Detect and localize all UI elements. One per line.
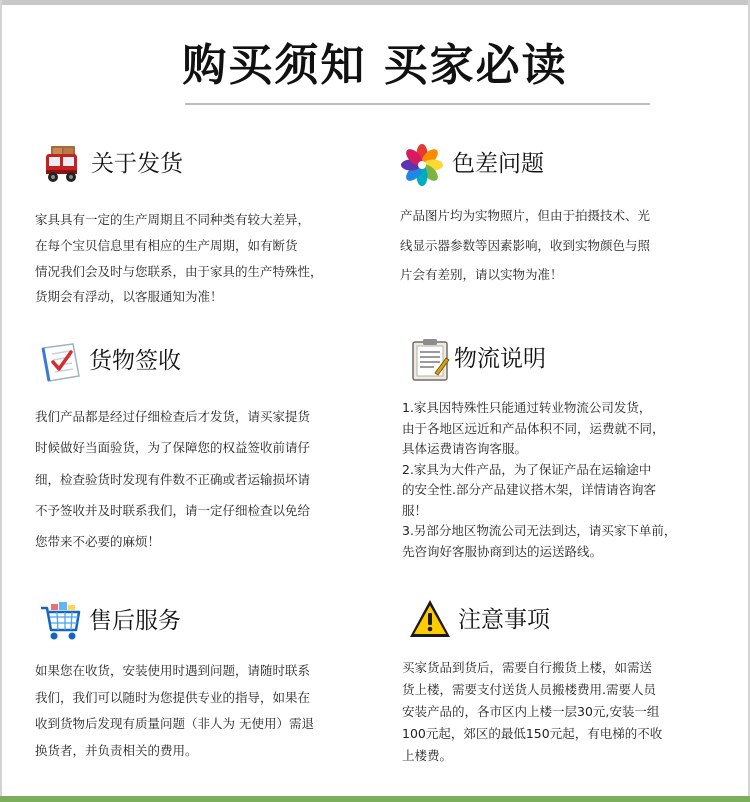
body-line: 由于各地区远近和产品体积不同，运费就不同， [402,420,665,436]
section-notes [402,597,722,777]
warning-icon [408,597,452,641]
body-line: 2.家具为大件产品，为了保证产品在运输途中 [402,461,652,477]
body-line: 具体运费请咨询客服。 [402,441,528,456]
section-title: 关于发货 [91,151,183,177]
body-line: 先咨询好客服协商到达的运送路线。 [402,543,603,559]
body-line: 家具具有一定的生产周期且不同种类有较大差异， [35,212,311,227]
section-color-difference [400,143,720,293]
section-body [400,201,650,290]
body-line: 产品图片均为实物照片，但由于拍摄技术、光 [400,208,651,223]
body-line: 货期会有浮动，以客服通知为准！ [35,289,223,305]
body-line: 片会有差别，请以实物为准！ [400,267,563,282]
section-body [35,401,310,557]
clipboard-icon [408,338,452,382]
body-line: 情况我们会及时与您联系，由于家具的生产特殊性， [35,263,323,279]
section-shipping [35,143,375,313]
color-wheel-icon [400,143,444,187]
section-title: 色差问题 [452,151,544,177]
section-body [402,398,676,562]
body-line: 细，检查验货时发现有件数不正确或者运输损坏请 [35,471,311,487]
body-line: 安装产品的，各市区内上楼一层30元,安装一组 [402,704,660,719]
body-line: 时候做好当面验货，为了保障您的权益签收前请仔 [35,440,311,456]
body-line: 不予签收并及时联系我们，请一定仔细检查以免给 [35,502,311,518]
body-line: 100元起，郊区的最低150元起，有电梯的不收 [402,726,663,741]
section-body [35,658,314,765]
body-line: 我们产品都是经过仔细检查后才发货，请买家提货 [35,409,311,424]
section-receipt [35,340,375,550]
shopping-cart-icon [39,600,83,644]
body-line: 1.家具因特殊性只能通过转业物流公司发货， [402,400,652,415]
body-line: 如果您在收货，安装使用时遇到问题，请随时联系 [35,663,311,678]
section-title: 货物签收 [89,348,181,374]
section-title: 物流说明 [454,346,546,372]
section-title: 售后服务 [89,608,181,634]
checklist-icon [39,340,83,384]
body-line: 货上楼，需要支付送货人员搬楼费用.需要人员 [402,682,656,697]
body-line: 服！ [402,502,428,518]
body-line: 上楼费。 [402,748,453,763]
body-line: 收到货物后发现有质量问题（非人为 无使用）需退 [35,716,314,732]
section-after-sales [35,600,375,760]
body-line: 的安全性.部分产品建议搭木架，详情请咨询客 [402,482,656,497]
section-body [402,657,662,767]
section-logistics [402,338,722,568]
body-line: 我们，我们可以随时为您提供专业的指导，如果在 [35,689,311,705]
section-body [35,207,323,310]
section-title: 注意事项 [458,607,550,633]
body-line: 买家货品到货后，需要自行搬货上楼，如需送 [402,660,653,675]
body-line: 线显示器参数等因素影响，收到实物颜色与照 [400,237,651,253]
page-title: 购买须知 买家必读 [182,40,568,91]
top-border [0,0,750,5]
body-line: 您带来不必要的麻烦！ [35,534,161,550]
body-line: 3.另部分地区物流公司无法到达，请买家下单前， [402,523,677,538]
body-line: 在每个宝贝信息里有相应的生产周期，如有断货 [35,237,298,253]
left-border [0,0,2,802]
body-line: 换货者，并负责相关的费用。 [35,743,198,759]
title-divider [185,103,650,105]
bottom-border [0,796,750,802]
truck-icon [39,143,83,187]
